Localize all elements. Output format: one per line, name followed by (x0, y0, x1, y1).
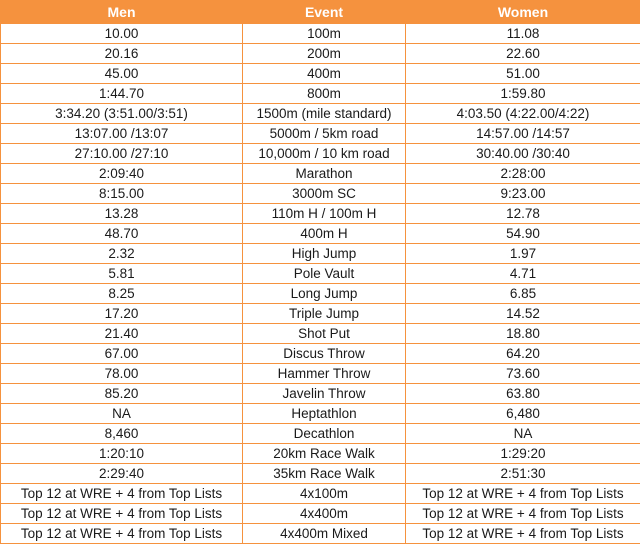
cell-women: 51.00 (406, 64, 640, 84)
cell-women: 4.71 (406, 264, 640, 284)
table-header (1, 1, 640, 24)
cell-women: 30:40.00 /30:40 (406, 144, 640, 164)
cell-men: 2:29:40 (1, 464, 243, 484)
table-row (1, 464, 640, 484)
cell-men: 20.16 (1, 44, 243, 64)
cell-women: Top 12 at WRE + 4 from Top Lists (406, 504, 640, 524)
cell-event: 5000m / 5km road (243, 124, 406, 144)
table-row (1, 204, 640, 224)
table-row (1, 64, 640, 84)
table-row (1, 164, 640, 184)
cell-men: 67.00 (1, 344, 243, 364)
cell-men: 13:07.00 /13:07 (1, 124, 243, 144)
cell-men: 2.32 (1, 244, 243, 264)
cell-women: 2:51:30 (406, 464, 640, 484)
table-row (1, 264, 640, 284)
cell-men: 21.40 (1, 324, 243, 344)
cell-men: 45.00 (1, 64, 243, 84)
table-row (1, 184, 640, 204)
table-row (1, 104, 640, 124)
header-event: Event (243, 1, 406, 24)
table-row (1, 484, 640, 504)
cell-men: 78.00 (1, 364, 243, 384)
cell-event: 10,000m / 10 km road (243, 144, 406, 164)
cell-men: Top 12 at WRE + 4 from Top Lists (1, 524, 243, 544)
cell-women: NA (406, 424, 640, 444)
header-women: Women (406, 1, 640, 24)
cell-men: 48.70 (1, 224, 243, 244)
table-row (1, 284, 640, 304)
cell-men: Top 12 at WRE + 4 from Top Lists (1, 504, 243, 524)
cell-event: 4x400m Mixed (243, 524, 406, 544)
cell-women: 64.20 (406, 344, 640, 364)
cell-women: 4:03.50 (4:22.00/4:22) (406, 104, 640, 124)
cell-event: 200m (243, 44, 406, 64)
table-row (1, 384, 640, 404)
cell-women: 73.60 (406, 364, 640, 384)
cell-women: 2:28:00 (406, 164, 640, 184)
cell-men: 85.20 (1, 384, 243, 404)
table-row (1, 224, 640, 244)
table-row (1, 24, 640, 44)
cell-event: 110m H / 100m H (243, 204, 406, 224)
cell-event: Heptathlon (243, 404, 406, 424)
cell-event: Triple Jump (243, 304, 406, 324)
table-row (1, 84, 640, 104)
table-row (1, 244, 640, 264)
cell-women: Top 12 at WRE + 4 from Top Lists (406, 524, 640, 544)
cell-event: 1500m (mile standard) (243, 104, 406, 124)
cell-women: 63.80 (406, 384, 640, 404)
table-row (1, 44, 640, 64)
cell-women: 14.52 (406, 304, 640, 324)
cell-event: 400m (243, 64, 406, 84)
cell-event: Javelin Throw (243, 384, 406, 404)
cell-event: 3000m SC (243, 184, 406, 204)
cell-event: 4x400m (243, 504, 406, 524)
cell-men: 3:34.20 (3:51.00/3:51) (1, 104, 243, 124)
cell-men: 10.00 (1, 24, 243, 44)
cell-women: 1:29:20 (406, 444, 640, 464)
cell-women: 1.97 (406, 244, 640, 264)
cell-event: Hammer Throw (243, 364, 406, 384)
cell-women: 1:59.80 (406, 84, 640, 104)
cell-event: Marathon (243, 164, 406, 184)
cell-event: 400m H (243, 224, 406, 244)
cell-men: 8:15.00 (1, 184, 243, 204)
cell-men: Top 12 at WRE + 4 from Top Lists (1, 484, 243, 504)
cell-women: Top 12 at WRE + 4 from Top Lists (406, 484, 640, 504)
table-row (1, 404, 640, 424)
header-row (1, 1, 640, 24)
table-row (1, 444, 640, 464)
cell-event: 800m (243, 84, 406, 104)
table-row (1, 364, 640, 384)
cell-men: 17.20 (1, 304, 243, 324)
cell-men: NA (1, 404, 243, 424)
cell-women: 6,480 (406, 404, 640, 424)
cell-men: 13.28 (1, 204, 243, 224)
table-row (1, 124, 640, 144)
cell-event: Shot Put (243, 324, 406, 344)
cell-women: 18.80 (406, 324, 640, 344)
cell-event: High Jump (243, 244, 406, 264)
table-row (1, 424, 640, 444)
table-row (1, 324, 640, 344)
cell-men: 8.25 (1, 284, 243, 304)
cell-event: 20km Race Walk (243, 444, 406, 464)
table-row (1, 344, 640, 364)
cell-event: Long Jump (243, 284, 406, 304)
cell-men: 27:10.00 /27:10 (1, 144, 243, 164)
cell-event: Pole Vault (243, 264, 406, 284)
cell-women: 54.90 (406, 224, 640, 244)
table-row (1, 504, 640, 524)
cell-event: 35km Race Walk (243, 464, 406, 484)
cell-men: 2:09:40 (1, 164, 243, 184)
cell-event: Decathlon (243, 424, 406, 444)
cell-men: 1:20:10 (1, 444, 243, 464)
cell-women: 9:23.00 (406, 184, 640, 204)
cell-women: 6.85 (406, 284, 640, 304)
cell-event: 4x100m (243, 484, 406, 504)
cell-event: Discus Throw (243, 344, 406, 364)
cell-men: 1:44.70 (1, 84, 243, 104)
cell-women: 14:57.00 /14:57 (406, 124, 640, 144)
header-men: Men (1, 1, 243, 24)
cell-event: 100m (243, 24, 406, 44)
table-body (1, 24, 640, 544)
cell-women: 22.60 (406, 44, 640, 64)
cell-men: 8,460 (1, 424, 243, 444)
table-row (1, 144, 640, 164)
cell-men: 5.81 (1, 264, 243, 284)
table-row (1, 304, 640, 324)
table-row (1, 524, 640, 544)
cell-women: 12.78 (406, 204, 640, 224)
cell-women: 11.08 (406, 24, 640, 44)
